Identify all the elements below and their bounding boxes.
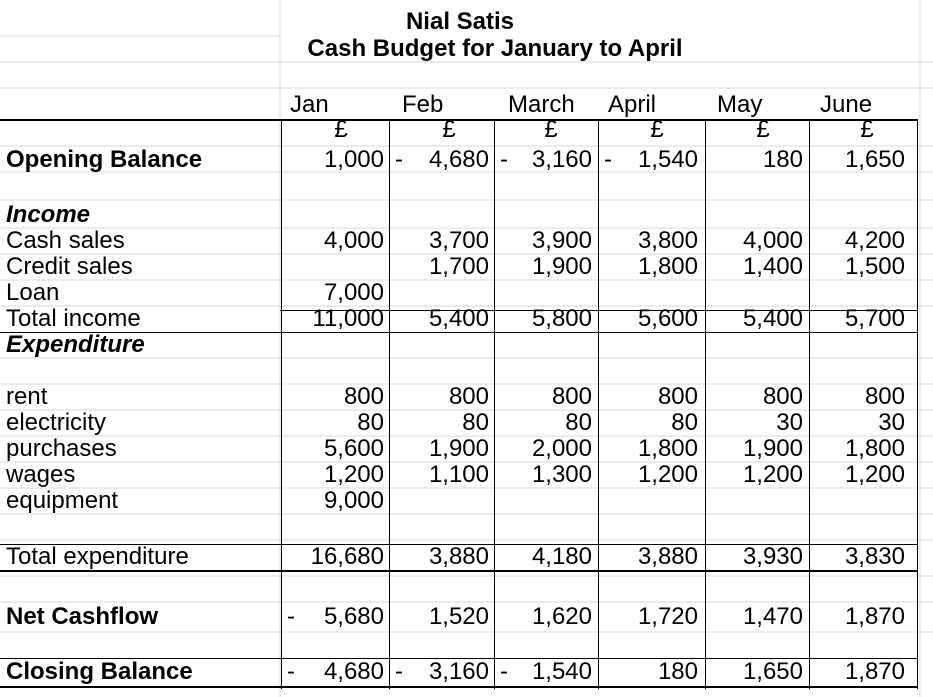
total-income-value: 5,700 [844, 305, 905, 332]
cash-sales-value: 4,200 [844, 227, 905, 254]
company-name: Nial Satis [405, 8, 515, 35]
net-cashflow-value: 1,620 [531, 603, 592, 630]
closing-balance-value: 180 [657, 658, 698, 685]
electricity-label: electricity [6, 409, 107, 436]
purchases-value: 1,900 [742, 435, 803, 462]
month-header-jan: Jan [290, 91, 329, 118]
total-income-value: 11,000 [312, 305, 384, 332]
total-income-value: 5,800 [531, 305, 592, 332]
equipment-label: equipment [6, 487, 119, 514]
negative-sign: - [604, 146, 612, 173]
credit-sales-value: 1,500 [844, 253, 905, 280]
negative-sign: - [287, 603, 295, 630]
total-expenditure-value: 3,930 [742, 543, 803, 570]
opening-balance-value: 3,160 [531, 146, 592, 173]
rent-value: 800 [551, 383, 592, 410]
electricity-value: 80 [357, 409, 384, 436]
loan-value: 7,000 [323, 279, 384, 306]
total-income-value: 5,400 [742, 305, 803, 332]
credit-sales-value: 1,400 [742, 253, 803, 280]
header-border [0, 119, 918, 121]
month-header-april: April [608, 91, 657, 118]
credit-sales-value: 1,800 [637, 253, 698, 280]
equipment-value: 9,000 [323, 487, 384, 514]
net-cashflow-label: Net Cashflow [6, 603, 159, 630]
month-header-june: June [820, 91, 873, 118]
opening-balance-value: 1,540 [637, 146, 698, 173]
closing-balance-value: 3,160 [428, 658, 489, 685]
closing-balance-value: 1,650 [742, 658, 803, 685]
currency-symbol: £ [334, 116, 348, 143]
rent-label: rent [6, 383, 48, 410]
currency-symbol: £ [442, 116, 456, 143]
total-expenditure-value: 3,880 [428, 543, 489, 570]
negative-sign: - [287, 658, 295, 685]
negative-sign: - [500, 658, 508, 685]
total-expenditure-bottom-border [0, 570, 918, 572]
currency-symbol: £ [544, 116, 558, 143]
net-cashflow-value: 1,720 [637, 603, 698, 630]
currency-symbol: £ [860, 116, 874, 143]
cash-sales-label: Cash sales [6, 227, 125, 254]
column-divider [917, 119, 918, 689]
net-cashflow-value: 1,870 [844, 603, 905, 630]
electricity-value: 30 [878, 409, 905, 436]
expenditure-heading: Expenditure [6, 331, 145, 358]
cash-sales-value: 3,800 [637, 227, 698, 254]
electricity-value: 80 [565, 409, 592, 436]
closing-balance-value: 4,680 [323, 658, 384, 685]
purchases-value: 1,800 [637, 435, 698, 462]
currency-symbol: £ [756, 116, 770, 143]
column-divider [281, 119, 282, 689]
closing-balance-bottom-border [0, 686, 918, 688]
cash-sales-value: 4,000 [323, 227, 384, 254]
wages-value: 1,300 [531, 461, 592, 488]
cash-sales-value: 3,700 [428, 227, 489, 254]
month-header-feb: Feb [402, 91, 444, 118]
electricity-value: 80 [462, 409, 489, 436]
page-title: Cash Budget for January to April [307, 35, 683, 62]
net-cashflow-value: 1,470 [742, 603, 803, 630]
purchases-value: 1,800 [844, 435, 905, 462]
electricity-value: 30 [776, 409, 803, 436]
wages-label: wages [6, 461, 76, 488]
month-header-march: March [508, 91, 575, 118]
rent-value: 800 [762, 383, 803, 410]
negative-sign: - [395, 146, 403, 173]
credit-sales-value: 1,700 [428, 253, 489, 280]
rent-value: 800 [657, 383, 698, 410]
loan-label: Loan [6, 279, 60, 306]
closing-balance-value: 1,540 [531, 658, 592, 685]
purchases-value: 2,000 [531, 435, 592, 462]
wages-value: 1,200 [637, 461, 698, 488]
closing-balance-label: Closing Balance [6, 658, 193, 685]
purchases-label: purchases [6, 435, 117, 462]
credit-sales-label: Credit sales [6, 253, 133, 280]
purchases-value: 1,900 [428, 435, 489, 462]
negative-sign: - [500, 146, 508, 173]
total-expenditure-value: 3,830 [844, 543, 905, 570]
wages-value: 1,200 [323, 461, 384, 488]
total-expenditure-value: 16,680 [310, 543, 384, 570]
wages-value: 1,200 [844, 461, 905, 488]
wages-value: 1,100 [428, 461, 489, 488]
closing-balance-value: 1,870 [844, 658, 905, 685]
electricity-value: 80 [671, 409, 698, 436]
opening-balance-value: 180 [762, 146, 803, 173]
total-expenditure-value: 4,180 [531, 543, 592, 570]
opening-balance-label: Opening Balance [6, 146, 203, 173]
opening-balance-value: 1,650 [844, 146, 905, 173]
rent-value: 800 [448, 383, 489, 410]
total-income-value: 5,600 [637, 305, 698, 332]
total-expenditure-label: Total expenditure [6, 543, 189, 570]
total-income-value: 5,400 [428, 305, 489, 332]
rent-value: 800 [343, 383, 384, 410]
credit-sales-value: 1,900 [531, 253, 592, 280]
opening-balance-value: 1,000 [323, 146, 384, 173]
cash-sales-value: 4,000 [742, 227, 803, 254]
net-cashflow-value: 5,680 [323, 603, 384, 630]
rent-value: 800 [864, 383, 905, 410]
total-income-label: Total income [6, 305, 141, 332]
cash-sales-value: 3,900 [531, 227, 592, 254]
wages-value: 1,200 [742, 461, 803, 488]
negative-sign: - [395, 658, 403, 685]
month-header-may: May [717, 91, 763, 118]
total-expenditure-value: 3,880 [637, 543, 698, 570]
opening-balance-value: 4,680 [428, 146, 489, 173]
net-cashflow-value: 1,520 [428, 603, 489, 630]
currency-symbol: £ [650, 116, 664, 143]
income-heading: Income [6, 201, 91, 228]
purchases-value: 5,600 [323, 435, 384, 462]
